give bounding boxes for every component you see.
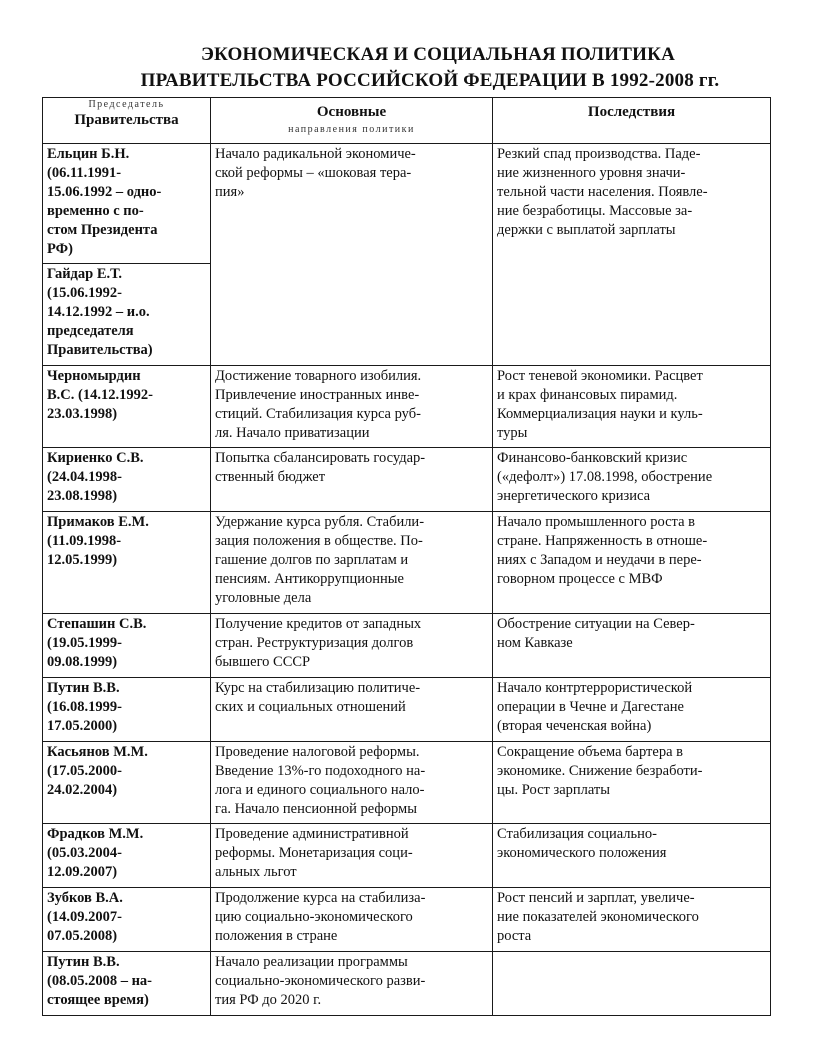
result-cell: Стабилизация социально- экономического положения	[493, 824, 771, 888]
prime-minister-cell: Черномырдин В.С. (14.12.1992- 23.03.1998)	[43, 366, 211, 448]
policy-table	[42, 97, 771, 1016]
prime-minister-cell: Касьянов М.М. (17.05.2000- 24.02.2004)	[43, 742, 211, 824]
table-row-fradkov	[43, 824, 771, 888]
header-col3-main: Последствия	[587, 104, 676, 120]
result-cell: Рост пенсий и зарплат, увеличе- ние показателей экономического роста	[493, 888, 771, 952]
table-row-putin-1999	[43, 678, 771, 742]
prime-minister-cell: Примаков Е.М. (11.09.1998- 12.05.1999)	[43, 512, 211, 614]
policy-cell: Продолжение курса на стабилиза- цию социально-экономического положения в стране	[211, 888, 493, 952]
policy-cell: Попытка сбалансировать государ- ственный бюджет	[211, 448, 493, 512]
table-row-primakov	[43, 512, 771, 614]
prime-minister-cell: Гайдар Е.Т. (15.06.1992- 14.12.1992 – и.о. председателя Правительства)	[43, 264, 211, 366]
policy-cell: Проведение налоговой реформы. Введение 13%-го подоходного на- лога и единого социального нало- га. Начало пенсионной реформы	[211, 742, 493, 824]
result-cell: Резкий спад производства. Паде- ние жизненного уровня значи- тельной части населения. Появле- ние безработицы. Массовые за- держки с выплатой зарплаты	[493, 144, 771, 366]
header-prime-minister	[43, 98, 211, 144]
result-cell: Начало контртеррористической операции в Чечне и Дагестане (вторая чеченская война)	[493, 678, 771, 742]
policy-cell: Курс на стабилизацию политиче- ских и социальных отношений	[211, 678, 493, 742]
result-cell: Начало промышленного роста в стране. Напряженность в отноше- ниях с Западом и неудачи в пере- говорном процессе с МВФ	[493, 512, 771, 614]
prime-minister-cell: Путин В.В. (08.05.2008 – на- стоящее время)	[43, 952, 211, 1016]
header-row	[43, 98, 771, 144]
prime-minister-cell: Путин В.В. (16.08.1999- 17.05.2000)	[43, 678, 211, 742]
title-line-1: ЭКОНОМИЧЕСКАЯ И СОЦИАЛЬНАЯ ПОЛИТИКА	[200, 44, 676, 65]
header-col2-main: Основные	[316, 104, 387, 120]
table-row-yeltsin	[43, 144, 771, 264]
header-results	[493, 98, 771, 144]
prime-minister-cell: Зубков В.А. (14.09.2007- 07.05.2008)	[43, 888, 211, 952]
prime-minister-cell: Степашин С.В. (19.05.1999- 09.08.1999)	[43, 614, 211, 678]
result-cell: Рост теневой экономики. Расцвет и крах финансовых пирамид. Коммерциализация науки и куль- туры	[493, 366, 771, 448]
policy-cell: Начало реализации программы социально-экономического разви- тия РФ до 2020 г.	[211, 952, 493, 1016]
table-row-stepashin	[43, 614, 771, 678]
table-row-chernomyrdin	[43, 366, 771, 448]
prime-minister-cell: Фрадков М.М. (05.03.2004- 12.09.2007)	[43, 824, 211, 888]
prime-minister-cell: Ельцин Б.Н. (06.11.1991- 15.06.1992 – одно- временно с по- стом Президента РФ)	[43, 144, 211, 264]
header-col1-small: Председатель	[88, 99, 165, 110]
result-cell: Финансово-банковский кризис («дефолт») 17.08.1998, обострение энергетического кризиса	[493, 448, 771, 512]
policy-cell: Проведение административной реформы. Монетаризация соци- альных льгот	[211, 824, 493, 888]
header-col2-small: направления политики	[288, 124, 415, 135]
table-row-kiriyenko	[43, 448, 771, 512]
result-cell: Обострение ситуации на Север- ном Кавказе	[493, 614, 771, 678]
header-col1-main: Правительства	[74, 112, 179, 128]
title-line-2: ПРАВИТЕЛЬСТВА РОССИЙСКОЙ ФЕДЕРАЦИИ В 1992-2008 гг.	[140, 70, 720, 91]
table-row-putin-2008	[43, 952, 771, 1016]
policy-cell: Достижение товарного изобилия. Привлечение иностранных инве- стиций. Стабилизация курса руб- ля. Начало приватизации	[211, 366, 493, 448]
prime-minister-cell: Кириенко С.В. (24.04.1998- 23.08.1998)	[43, 448, 211, 512]
policy-cell: Получение кредитов от западных стран. Реструктуризация долгов бывшего СССР	[211, 614, 493, 678]
result-cell: Сокращение объема бартера в экономике. Снижение безработи- цы. Рост зарплаты	[493, 742, 771, 824]
table-row-zubkov	[43, 888, 771, 952]
header-policy	[211, 98, 493, 144]
table-row-kasyanov	[43, 742, 771, 824]
result-cell	[493, 952, 771, 1016]
policy-cell: Удержание курса рубля. Стабили- зация положения в обществе. По- гашение долгов по зарплатам и пенсиям. Антикоррупционные уголовные дела	[211, 512, 493, 614]
policy-cell: Начало радикальной экономиче- ской реформы – «шоковая тера- пия»	[211, 144, 493, 366]
